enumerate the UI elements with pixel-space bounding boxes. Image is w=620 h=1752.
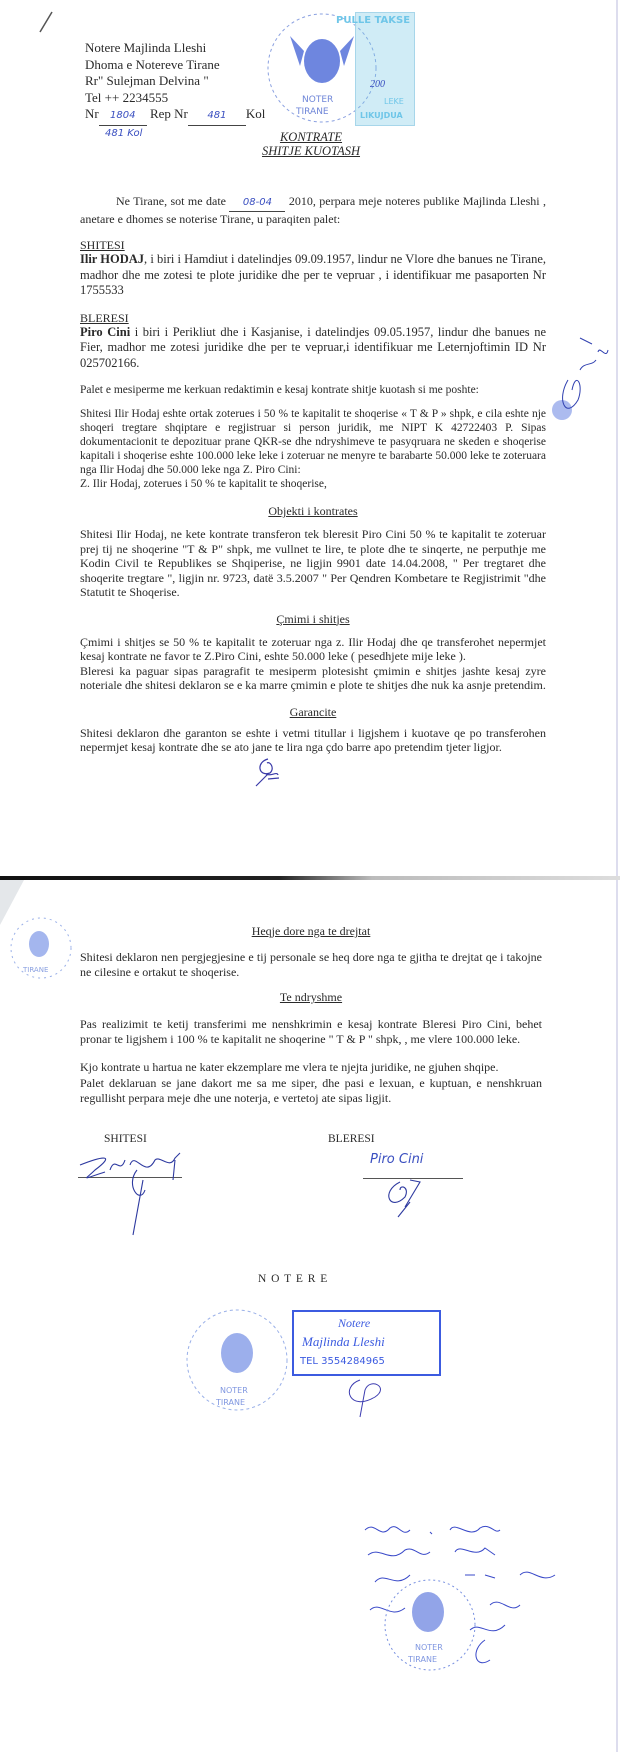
- notary-signature-label: N O T E R E: [258, 1273, 329, 1285]
- buyer-paragraph: [80, 325, 546, 372]
- notary-signature: [330, 1372, 430, 1422]
- seller-initials-area: [80, 757, 546, 787]
- title-line-2: SHITJE KUOTASH: [261, 144, 361, 158]
- buyer-signature-label: BLERESI: [328, 1133, 375, 1145]
- seller-name: Ilir HODAJ: [80, 252, 145, 266]
- seller-paragraph: [80, 252, 546, 299]
- background-last-line: Z. Ilir Hodaj, zoterues i 50 % te kapitalit te shoqerise,: [80, 478, 327, 490]
- section-text-guarantees: Shitesi deklaron dhe garanton se eshte i vetmi titullar i ligjshem i kuotave qe po transferohen nepermjet kesaj kontrate dhe se ato jane te lira nga çdo barre apo pretendim tjeter ligjor.: [80, 725, 546, 754]
- intro-text: Ne Tirane, sot me date: [116, 194, 226, 208]
- notary-chamber: Dhoma e Notereve Tirane: [85, 56, 220, 72]
- section-heading-object: Objekti i kontrates: [268, 504, 358, 518]
- kol-label: Kol: [245, 106, 266, 121]
- svg-text:NOTER: NOTER: [302, 95, 334, 105]
- notary-seal-faded: [5, 912, 77, 984]
- notary-name: Notere Majlinda Lleshi: [85, 40, 207, 55]
- seller-details: , i biri i Hamdiut i datelindjes 09.09.1957, lindur ne Vlore dhe banues ne Tirane, madhor dhe me zotesi te plote juridike dhe per te vepruar , i identifikuar me pasaporten Nr 1755533: [80, 252, 546, 297]
- page-break: [0, 876, 620, 880]
- buyer-details: i biri i Perikliut dhe i Kasjanise, i datelindjes 09.05.1957, lindur dhe banues ne Fier, madhor me zotesi juridike dhe per te vepruar,i identifikuar me Leternjoftimin ID Nr 025702166.: [80, 324, 547, 370]
- section-text-price: [80, 635, 546, 693]
- contract-date: 08-04: [229, 196, 285, 212]
- declaration-text: Palet deklaruan se jane dakort me sa me siper, dhe pasi e lexuan, e kuptuan, e nenshkruan regullisht perpara meje dhe une noterja, e vertetoj ate sipas ligjit.: [80, 1075, 542, 1105]
- tax-stamp-currency: LEKE: [384, 97, 404, 106]
- background-paragraph: Shitesi Ilir Hodaj eshte ortak zoterues i 50 % te kapitalit te shoqerise « T & P » shpk, e cila eshte nje shoqeri tregtare shqiptare e regjistruar si person juridik, me NIPT K 42722403 P. Sipas dokumentacionit te depozituar prane QKR-se dhe ndryshimeve te pasyqruara ne skeden e shoqerise kapitali i shoqerise eshte 100.000 leke leke i zoteruar ne menyre te barabarte 50.000 leke te zoteruara nga Ilir Hodaj dhe 50.000 leke nga Z. Piro Cini:: [80, 408, 546, 476]
- notary-box-line-2: Majlinda Lleshi: [302, 1334, 385, 1349]
- tax-stamp-amount: 200: [370, 79, 385, 90]
- buyer-signature: [380, 1172, 440, 1222]
- svg-text:NOTER: NOTER: [415, 1643, 443, 1652]
- price-text: Çmimi i shitjes se 50 % te kapitalit te zoteruar nga z. Ilir Hodaj dhe qe transferohet nepermjet kesaj kontrate ne favor te Z.Piro Cini, eshte 50.000 leke ( pesedhjete mije leke ).: [80, 634, 546, 663]
- closing-paragraph: [80, 1060, 542, 1107]
- intro-text-rest: 2010, perpara meje noteres publike Majlinda Lleshi , anetare e dhomes se noterise Tirane, u paraqiten palet:: [80, 194, 546, 226]
- rep-label: Rep Nr: [149, 106, 188, 121]
- registry-numbers: [85, 106, 265, 126]
- buyer-label: BLERESI: [80, 310, 129, 325]
- nr-value: 1804: [99, 108, 147, 126]
- seller-label: SHITESI: [80, 238, 125, 252]
- seller-signature: [75, 1150, 195, 1240]
- document-title: [80, 130, 542, 158]
- section-text-miscellaneous: Pas realizimit te ketij transferimi me nenshkrimin e kesaj kontrate Bleresi Piro Cini, behet pronar te ligjshem i 100 % te kapitalit ne shoqerine " T & P " shpk, , me vlere 100.000 leke.: [80, 1017, 542, 1046]
- svg-text:TIRANE: TIRANE: [23, 966, 49, 974]
- section-text-waiver: Shitesi deklaron nen pergjegjesine e tij personale se heq dore nga te gjitha te drejtat qe i takojne ne cilesine e ortakut te shoqerise.: [80, 950, 542, 979]
- kol-handwritten: 481 Kol: [105, 127, 143, 139]
- section-heading-price: Çmimi i shitjes: [276, 611, 350, 626]
- section-text-object: Shitesi Ilir Hodaj, ne kete kontrate transferon tek bleresit Piro Cini 50 % te kapitalit te zoteruar prej tij ne shoqerine "T & P" shpk, me vullnet te lire, te plote dhe te sinqerte, ne perputhje me Kodin Civil te Republikes se Shqiperise, ne ligjin 9901 date 14.04.2008, " Per tregtaret dhe shoqerite tregtare ", ligjin nr. 9723, datë 3.5.2007 " Per Qendren Kombetare te Regjistrimit "dhe Statutit te Shoqerise.: [80, 527, 546, 599]
- notary-street: Rr" Sulejman Delvina ": [85, 73, 209, 88]
- side-signature-stamp: [550, 330, 610, 440]
- buyer-handwritten-name: Piro Cini: [370, 1152, 424, 1167]
- intro-paragraph: [80, 194, 546, 226]
- svg-text:TIRANE: TIRANE: [216, 1398, 245, 1407]
- section-heading-miscellaneous: Te ndryshme: [279, 990, 343, 1004]
- notary-box-stamp: [292, 1310, 441, 1376]
- nr-label: Nr: [85, 106, 99, 121]
- contract-body-page-1: [80, 194, 546, 787]
- svg-text:TIRANE: TIRANE: [296, 107, 329, 117]
- handwritten-certification: [360, 1520, 610, 1680]
- section-heading-guarantees: Garancite: [289, 704, 337, 719]
- seller-signature-label: SHITESI: [104, 1133, 147, 1145]
- notary-header: [85, 40, 265, 142]
- rep-value: 481: [188, 108, 246, 126]
- notary-phone: Tel ++ 2234555: [85, 89, 169, 105]
- buyer-name: Piro Cini: [80, 324, 131, 339]
- copies-text: Kjo kontrate u hartua ne kater ekzemplare me vlera te njejta juridike, ne gjuhen shqipe.: [80, 1060, 499, 1074]
- request-paragraph: Palet e mesiperme me kerkuan redaktimin e kesaj kontrate shitje kuotash si me poshte:: [80, 384, 479, 396]
- tax-stamp: [336, 12, 415, 126]
- tax-stamp-status: LIKUJDUA: [360, 111, 403, 120]
- svg-text:NOTER: NOTER: [220, 1386, 248, 1395]
- svg-text:TIRANE: TIRANE: [408, 1655, 437, 1664]
- notary-seal-page2: [182, 1305, 292, 1415]
- seller-initials-signature: [250, 757, 290, 787]
- section-heading-waiver: Heqje dore nga te drejtat: [251, 924, 371, 938]
- tax-stamp-title: PULLE TAKSE: [336, 15, 411, 26]
- margin-mark: [0, 0, 60, 80]
- title-line-1: KONTRATE: [279, 130, 343, 144]
- price-payment-text: Bleresi ka paguar sipas paragrafit te mesiperm plotesisht çmimin e shitjes jashte kesaj zyre noteriale dhe shitesi deklaron se e ka marre çmimin e plote te shitjes dhe nuk ka asnje pretendim.: [80, 663, 546, 692]
- notary-box-line-1: Notere: [338, 1316, 371, 1330]
- notary-box-phone: TEL 3554284965: [300, 1356, 385, 1367]
